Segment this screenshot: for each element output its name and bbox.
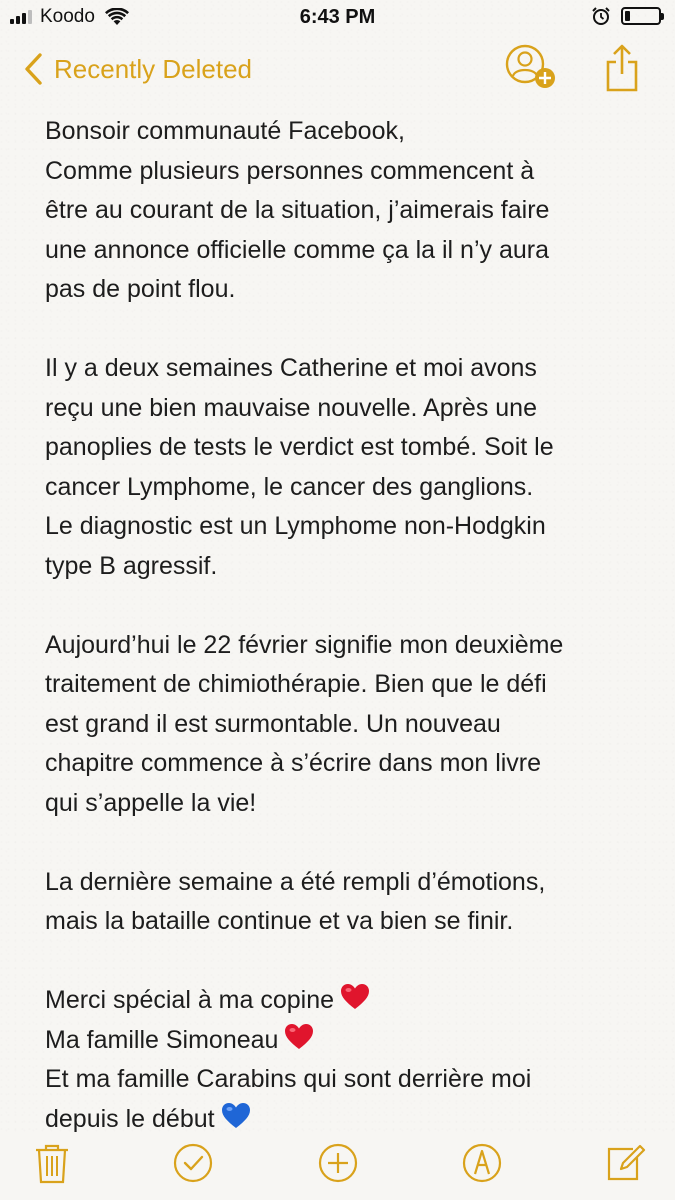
note-line: La dernière semaine a été rempli d’émotions, bbox=[45, 867, 546, 896]
checklist-icon[interactable] bbox=[171, 1141, 215, 1185]
note-line: type B agressif. bbox=[45, 551, 218, 580]
note-line: Et ma famille Carabins qui sont derrière moi bbox=[45, 1065, 532, 1093]
note-line: Bonsoir communauté Facebook, bbox=[45, 117, 405, 145]
note-line: traitement de chimiothérapie. Bien que le défi bbox=[45, 670, 547, 698]
chevron-left-icon bbox=[22, 52, 44, 86]
battery-icon bbox=[621, 7, 661, 25]
navigation-bar bbox=[0, 36, 675, 102]
note-line: cancer Lymphome, le cancer des ganglions. bbox=[45, 472, 534, 501]
note-line: chapitre commence à s’écrire dans mon livre bbox=[45, 749, 542, 777]
red-heart-emoji bbox=[340, 983, 370, 1011]
bottom-toolbar bbox=[0, 1135, 675, 1200]
note-line-text: depuis le début bbox=[45, 1104, 215, 1133]
add-people-icon[interactable] bbox=[503, 42, 559, 92]
add-icon[interactable] bbox=[316, 1141, 360, 1185]
note-line: panoplies de tests le verdict est tombé. Soit le bbox=[45, 433, 554, 461]
note-line-with-emoji bbox=[45, 1100, 655, 1140]
note-line-text: Ma famille Simoneau bbox=[45, 1025, 279, 1054]
alarm-clock-icon bbox=[591, 6, 611, 26]
back-button-label: Recently Deleted bbox=[54, 53, 252, 84]
red-heart-emoji bbox=[284, 1023, 314, 1051]
paragraph-gap bbox=[45, 310, 655, 350]
note-line-with-emoji bbox=[45, 1021, 655, 1061]
note-line: Aujourd’hui le 22 février signifie mon deuxième bbox=[45, 630, 564, 659]
paragraph-gap bbox=[45, 823, 655, 863]
trash-icon[interactable] bbox=[30, 1141, 74, 1185]
note-line: reçu une bien mauvaise nouvelle. Après une bbox=[45, 393, 537, 422]
note-line: Comme plusieurs personnes commencent à bbox=[45, 156, 535, 185]
note-line: pas de point flou. bbox=[45, 275, 236, 303]
markup-icon[interactable] bbox=[460, 1141, 504, 1185]
status-bar bbox=[0, 0, 675, 36]
compose-icon[interactable] bbox=[603, 1141, 647, 1185]
note-line-text: Merci spécial à ma copine bbox=[45, 986, 335, 1014]
paragraph-gap bbox=[45, 942, 655, 982]
note-line: qui s’appelle la vie! bbox=[45, 788, 257, 817]
blue-heart-emoji bbox=[221, 1102, 251, 1130]
status-time: 6:43 PM bbox=[299, 6, 376, 28]
note-line: une annonce officielle comme ça la il n’y aura bbox=[45, 235, 549, 264]
back-button[interactable] bbox=[22, 52, 252, 86]
paragraph-gap bbox=[45, 586, 655, 626]
share-icon[interactable] bbox=[604, 42, 640, 94]
note-line: Il y a deux semaines Catherine et moi avons bbox=[45, 354, 537, 382]
note-line: Le diagnostic est un Lymphome non-Hodgkin bbox=[45, 512, 546, 540]
note-line-with-emoji bbox=[45, 981, 655, 1021]
note-body[interactable] bbox=[45, 112, 655, 1139]
note-line: mais la bataille continue et va bien se finir. bbox=[45, 907, 514, 935]
status-right bbox=[591, 6, 661, 26]
carrier-name: Koodo bbox=[40, 6, 95, 27]
note-line: être au courant de la situation, j’aimerais faire bbox=[45, 196, 550, 224]
note-line: est grand il est surmontable. Un nouveau bbox=[45, 709, 501, 738]
